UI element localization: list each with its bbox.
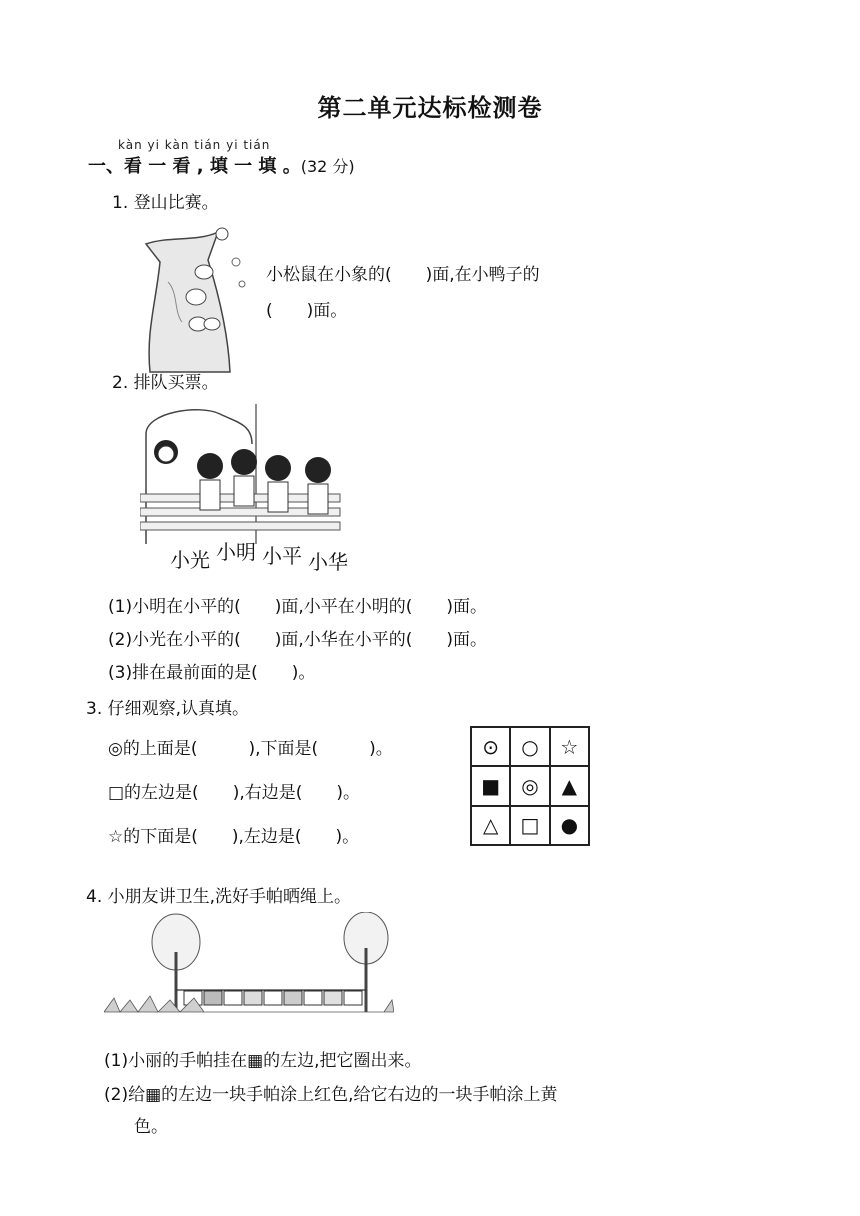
grid-cell-filled-triangle: ▲ [550,766,589,805]
q4-heading: 4. 小朋友讲卫生,洗好手帕晒绳上。 [86,887,352,907]
mountain-climb-illustration [138,222,258,377]
grid-cell-triangle: △ [471,806,510,845]
grid-cell-filled-square: ■ [471,766,510,805]
shape-grid [470,726,590,846]
q3-item-2: □的左边是( ),右边是( )。 [108,783,360,803]
section-heading [88,152,355,178]
q2-item-2: (2)小光在小平的( )面,小华在小平的( )面。 [108,630,488,650]
q4-item-2b: 色。 [134,1117,168,1137]
grid-cell-filled-circle: ● [550,806,589,845]
grid-cell-star: ☆ [550,727,589,766]
grid-cell-dotted-circle: ⊙ [471,727,510,766]
section-pinyin: kàn yi kàn tián yi tián [118,138,271,152]
q4-item-1: (1)小丽的手帕挂在▦的左边,把它圈出来。 [104,1051,422,1071]
q4-item-2a: (2)给▦的左边一块手帕涂上红色,给它右边的一块手帕涂上黄 [104,1085,558,1105]
grid-cell-square: □ [510,806,549,845]
name-label-xiaoping: 小平 [262,544,302,568]
name-label-xiaoguang: 小光 [170,548,210,572]
q2-heading: 2. 排队买票。 [112,373,219,393]
section-score: (32 分) [300,157,355,176]
name-label-xiaohua: 小华 [308,550,348,574]
section-heading-text: 一、看 一 看 , 填 一 填 。 [88,156,301,177]
q2-item-1: (1)小明在小平的( )面,小平在小明的( )面。 [108,597,488,617]
q1-line2: ( )面。 [266,301,348,321]
q3-heading: 3. 仔细观察,认真填。 [86,699,250,719]
grid-cell-double-circle: ◎ [510,766,549,805]
ticket-queue-illustration [140,404,360,546]
grid-cell-circle: ○ [510,727,549,766]
q3-item-1: ◎的上面是( ),下面是( )。 [108,739,393,759]
q1-line1: 小松鼠在小象的( )面,在小鸭子的 [266,265,540,285]
q1-heading: 1. 登山比赛。 [112,193,219,213]
q2-item-3: (3)排在最前面的是( )。 [108,663,316,683]
q3-item-3: ☆的下面是( ),左边是( )。 [108,827,360,847]
clothesline-illustration [104,912,394,1018]
name-label-xiaoming: 小明 [216,540,256,564]
page-title: 第二单元达标检测卷 [317,94,543,122]
